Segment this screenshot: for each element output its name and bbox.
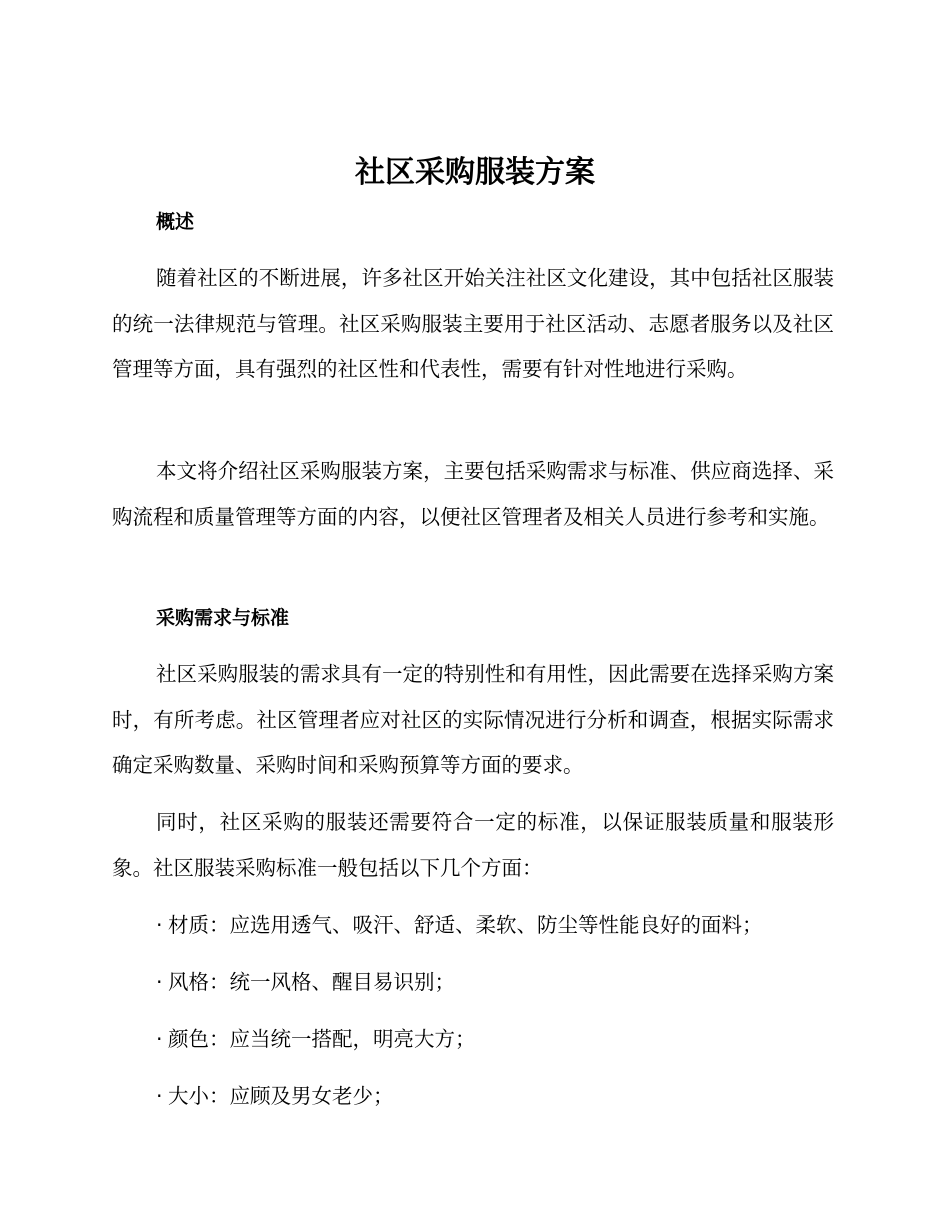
overview-paragraph-1: 随着社区的不断进展，许多社区开始关注社区文化建设，其中包括社区服装的统一法律规范与管理。社区采购服装主要用于社区活动、志愿者服务以及社区管理等方面，具有强烈的社区性和代表性，需要有针对性地进行采购。 [112,266,834,381]
bullet-marker: · [156,1027,163,1051]
bullet-marker: · [156,913,163,937]
bullet-text: 材质：应选用透气、吸汗、舒适、柔软、防尘等性能良好的面料； [168,913,763,937]
requirements-paragraph-2: 同时，社区采购的服装还需要符合一定的标准，以保证服装质量和服装形象。社区服装采购标准一般包括以下几个方面： [112,810,834,880]
section-heading-requirements: 采购需求与标准 [156,607,290,629]
bullet-text: 颜色：应当统一搭配，明亮大方； [168,1027,476,1051]
bullet-item-size [156,1081,394,1111]
section-heading-overview: 概述 [156,211,195,233]
document-title: 社区采购服装方案 [355,155,595,190]
bullet-item-color [156,1024,476,1054]
bullet-marker: · [156,1084,163,1108]
bullet-item-material [156,910,763,940]
overview-paragraph-2: 本文将介绍社区采购服装方案，主要包括采购需求与标准、供应商选择、采购流程和质量管理等方面的内容，以便社区管理者及相关人员进行参考和实施。 [112,459,834,529]
requirements-paragraph-1: 社区采购服装的需求具有一定的特别性和有用性，因此需要在选择采购方案时，有所考虑。社区管理者应对社区的实际情况进行分析和调查，根据实际需求确定采购数量、采购时间和采购预算等方面的要求。 [112,662,834,777]
bullet-text: 大小：应顾及男女老少； [168,1084,394,1108]
bullet-item-style [156,967,455,997]
bullet-text: 风格：统一风格、醒目易识别； [168,970,455,994]
bullet-marker: · [156,970,163,994]
